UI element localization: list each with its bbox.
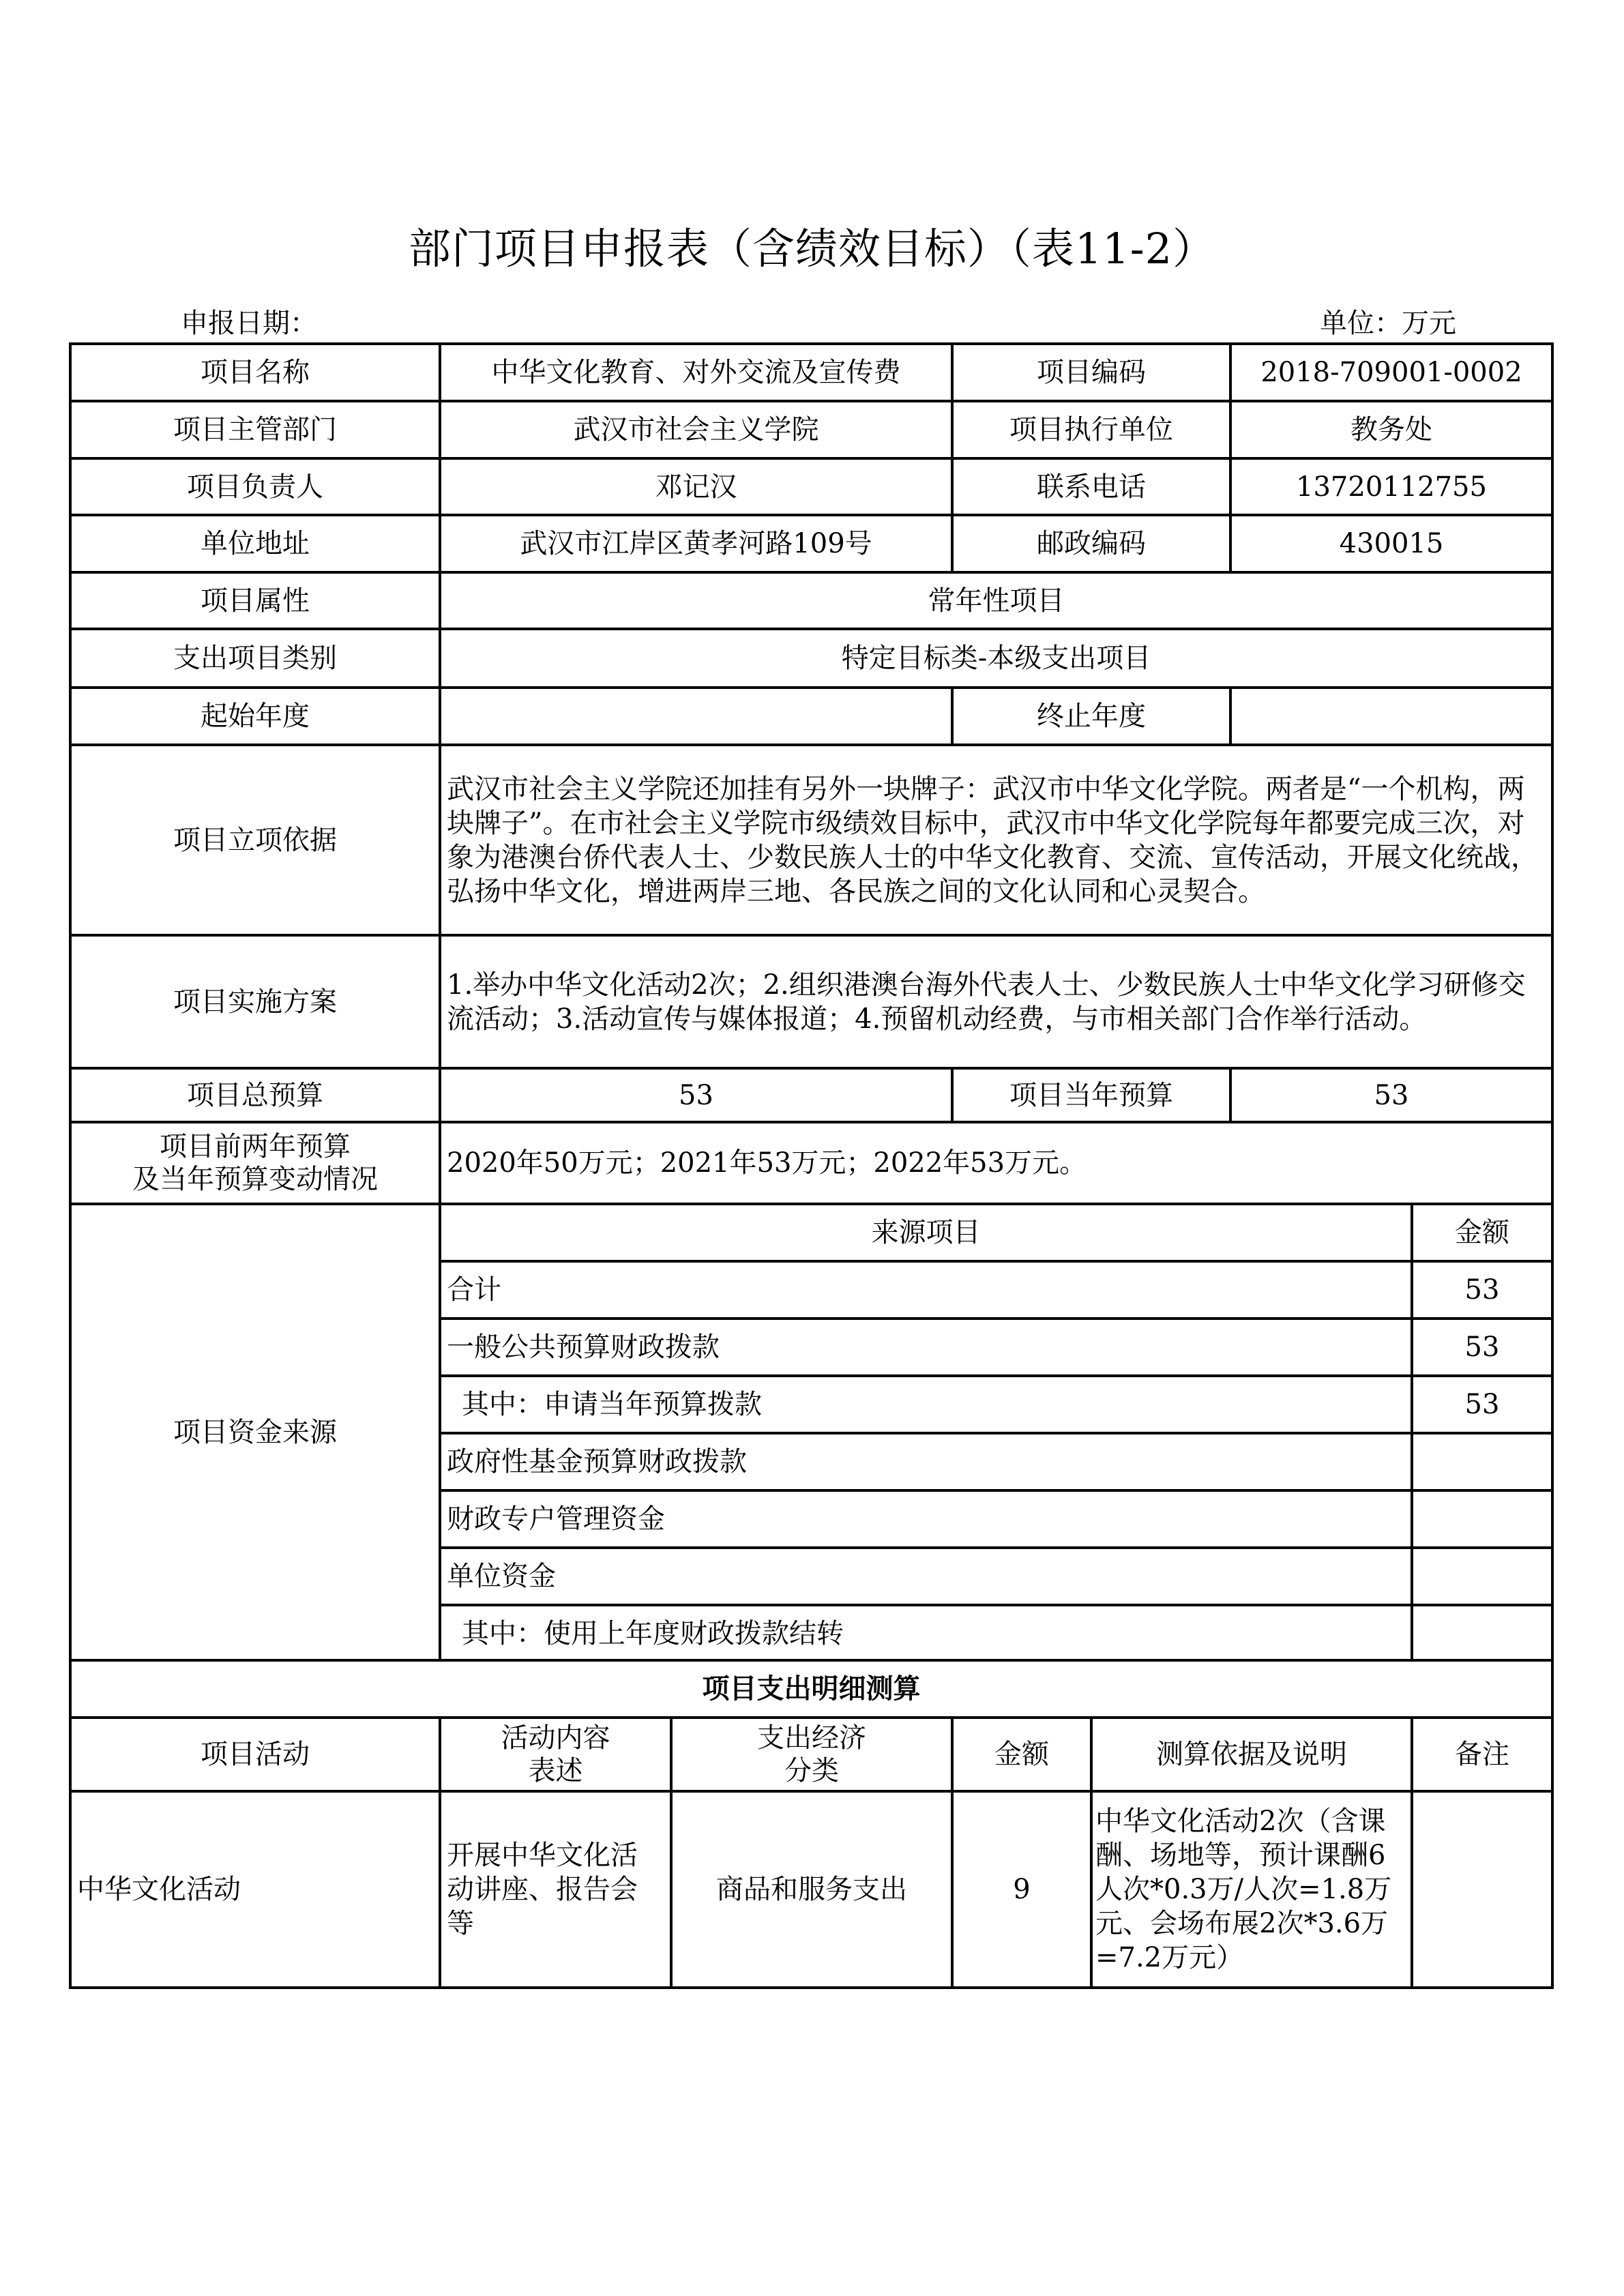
total-budget-value: 53	[439, 1067, 954, 1123]
exec-unit-label: 项目执行单位	[951, 400, 1232, 460]
dept-label: 项目主管部门	[69, 400, 441, 460]
detail-header-content-line2: 表述	[528, 1755, 583, 1786]
funding-row-source: 合计	[439, 1260, 1413, 1320]
end-year-value	[1229, 686, 1554, 746]
detail-row-econ: 商品和服务支出	[670, 1790, 954, 1989]
current-budget-label: 项目当年预算	[951, 1067, 1232, 1123]
start-year-value	[439, 686, 954, 746]
history-label	[69, 1121, 441, 1205]
funding-row-amount: 53	[1411, 1374, 1554, 1434]
detail-header-activity: 项目活动	[69, 1716, 441, 1793]
postcode-value: 430015	[1229, 514, 1554, 574]
funding-col-amount: 金额	[1411, 1203, 1554, 1263]
detail-header-econ	[670, 1716, 954, 1793]
end-year-label: 终止年度	[951, 686, 1232, 746]
detail-header-amount: 金额	[951, 1716, 1093, 1793]
category-label: 支出项目类别	[69, 628, 441, 689]
unit-label: 单位：万元	[1320, 308, 1456, 339]
leader-label: 项目负责人	[69, 457, 441, 516]
basis-text: 武汉市社会主义学院还加挂有另外一块牌子：武汉市中华文化学院。两者是“一个机构，两块牌子”。在市社会主义学院市级绩效目标中，武汉市中华文化学院每年都要完成三次，对象为港澳台侨代表人士、少数民族人士的中华文化教育、交流、宣传活动，开展文化统战，弘扬中华文化，增进两岸三地、各民族之间的文化认同和心灵契合。	[439, 744, 1554, 937]
history-label-line2: 及当年预算变动情况	[132, 1164, 378, 1195]
dept-value: 武汉市社会主义学院	[439, 400, 954, 460]
address-label: 单位地址	[69, 514, 441, 574]
funding-row-amount	[1411, 1604, 1554, 1664]
funding-row-amount	[1411, 1546, 1554, 1606]
history-value: 2020年50万元；2021年53万元；2022年53万元。	[439, 1121, 1554, 1205]
leader-value: 邓记汉	[439, 457, 954, 516]
address-value: 武汉市江岸区黄孝河路109号	[439, 514, 954, 574]
report-date-label: 申报日期：	[181, 308, 317, 339]
funding-row-amount	[1411, 1432, 1554, 1492]
postcode-label: 邮政编码	[951, 514, 1232, 574]
funding-row-source: 一般公共预算财政拨款	[439, 1317, 1413, 1377]
detail-header-remark: 备注	[1411, 1716, 1554, 1793]
detail-section-title: 项目支出明细测算	[69, 1659, 1554, 1719]
funding-label: 项目资金来源	[69, 1203, 441, 1662]
start-year-label: 起始年度	[69, 686, 441, 746]
detail-header-econ-line1: 支出经济	[757, 1722, 866, 1754]
project-code-label: 项目编码	[951, 342, 1232, 402]
funding-row-source: 单位资金	[439, 1546, 1413, 1606]
detail-row-amount: 9	[951, 1790, 1093, 1989]
total-budget-label: 项目总预算	[69, 1067, 441, 1123]
funding-row-source: 政府性基金预算财政拨款	[439, 1432, 1413, 1492]
funding-row-source: 其中：申请当年预算拨款	[439, 1374, 1413, 1434]
detail-header-basis: 测算依据及说明	[1090, 1716, 1413, 1793]
funding-row-source: 财政专户管理资金	[439, 1489, 1413, 1549]
detail-header-content	[439, 1716, 673, 1793]
funding-row-amount: 53	[1411, 1260, 1554, 1320]
plan-text: 1.举办中华文化活动2次；2.组织港澳台海外代表人士、少数民族人士中华文化学习研修交流活动；3.活动宣传与媒体报道；4.预留机动经费，与市相关部门合作举行活动。	[439, 934, 1554, 1070]
funding-row-amount: 53	[1411, 1317, 1554, 1377]
exec-unit-value: 教务处	[1229, 400, 1554, 460]
funding-row-source: 其中：使用上年度财政拨款结转	[439, 1604, 1413, 1664]
phone-label: 联系电话	[951, 457, 1232, 516]
detail-header-content-line1: 活动内容	[501, 1722, 610, 1754]
phone-value: 13720112755	[1229, 457, 1554, 516]
detail-row-activity: 中华文化活动	[69, 1790, 441, 1989]
category-value: 特定目标类-本级支出项目	[439, 628, 1554, 689]
project-code-value: 2018-709001-0002	[1229, 342, 1554, 402]
plan-label: 项目实施方案	[69, 934, 441, 1070]
funding-row-amount	[1411, 1489, 1554, 1549]
detail-row-remark	[1411, 1790, 1554, 1989]
basis-label: 项目立项依据	[69, 744, 441, 937]
attribute-label: 项目属性	[69, 571, 441, 630]
funding-col-source: 来源项目	[439, 1203, 1413, 1263]
project-name-label: 项目名称	[69, 342, 441, 402]
current-budget-value: 53	[1229, 1067, 1554, 1123]
detail-row-basis: 中华文化活动2次（含课酬、场地等，预计课酬6人次*0.3万/人次=1.8万元、会场布展2次*3.6万=7.2万元）	[1090, 1790, 1413, 1989]
project-name-value: 中华文化教育、对外交流及宣传费	[439, 342, 954, 402]
detail-row-content: 开展中华文化活动讲座、报告会等	[439, 1790, 673, 1989]
detail-header-econ-line2: 分类	[784, 1755, 839, 1786]
history-label-line1: 项目前两年预算	[160, 1131, 351, 1162]
page-title: 部门项目申报表（含绩效目标）（表11-2）	[408, 224, 1216, 274]
attribute-value: 常年性项目	[439, 571, 1554, 630]
